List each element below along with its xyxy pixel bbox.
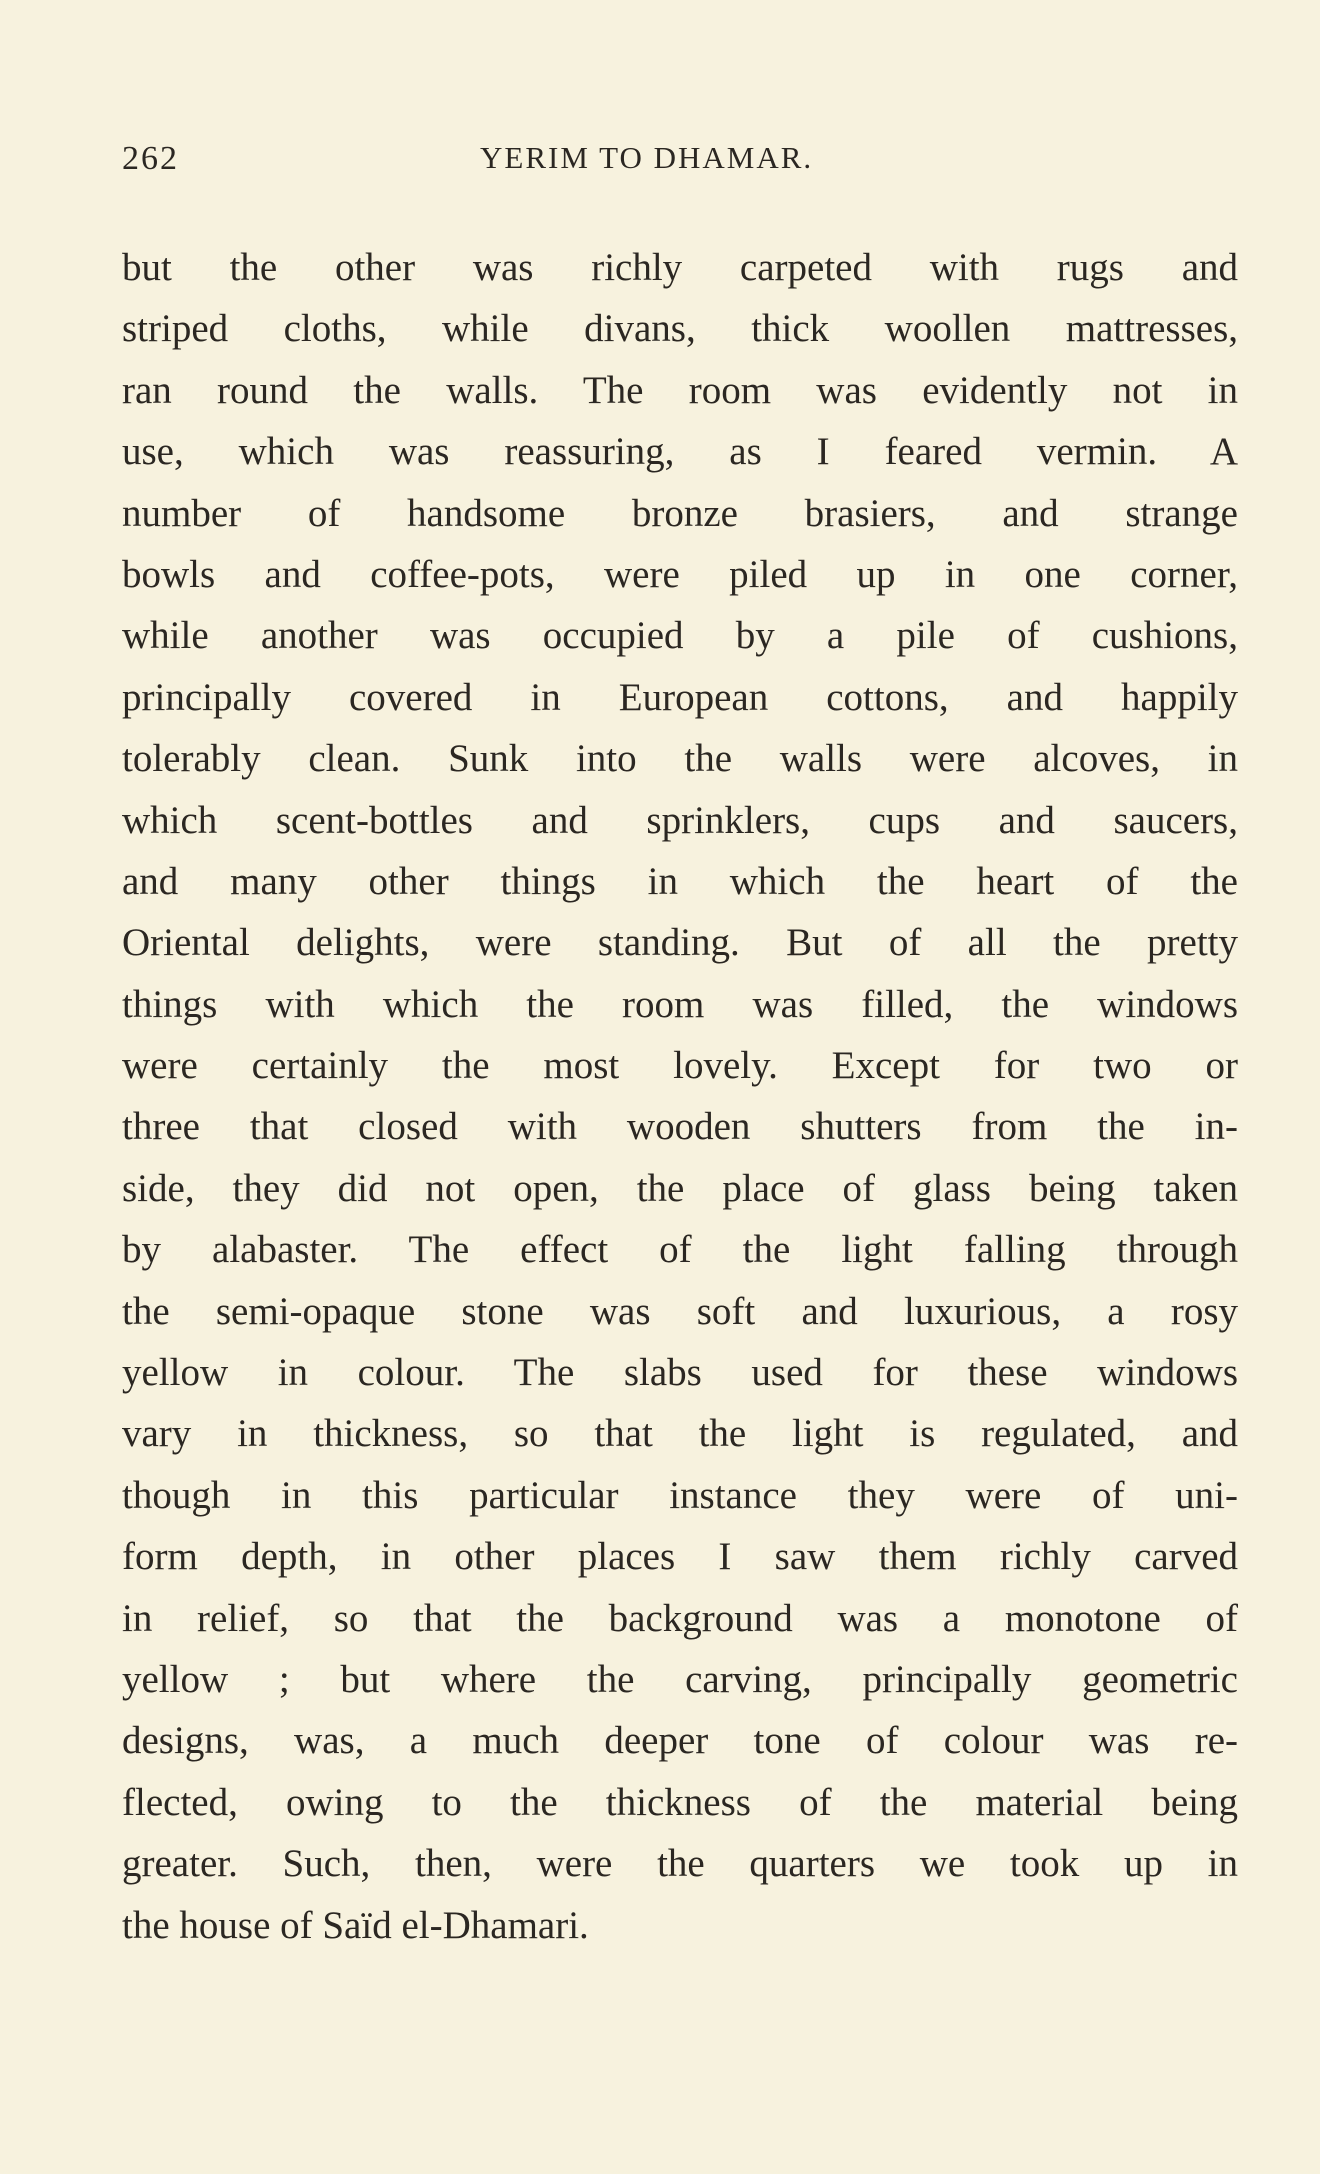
text-line: by alabaster. The effect of the light falling through xyxy=(122,1228,1238,1272)
text-line: tolerably clean. Sunk into the walls were alcoves, in xyxy=(122,737,1238,781)
text-line: which scent-bottles and sprinklers, cups and saucers, xyxy=(122,798,1238,842)
text-line: three that closed with wooden shutters from the in- xyxy=(122,1105,1238,1149)
text-line: though in this particular instance they were of uni- xyxy=(122,1473,1238,1517)
text-line: and many other things in which the heart of the xyxy=(122,859,1238,903)
text-line: flected, owing to the thickness of the material being xyxy=(122,1780,1238,1824)
text-line: while another was occupied by a pile of cushions, xyxy=(122,614,1238,658)
text-line: the semi-opaque stone was soft and luxurious, a rosy xyxy=(122,1289,1238,1333)
text-line: use, which was reassuring, as I feared vermin. A xyxy=(122,430,1238,474)
text-line: bowls and coffee-pots, were piled up in one corner, xyxy=(122,552,1238,596)
text-line: form depth, in other places I saw them richly carved xyxy=(122,1535,1238,1579)
text-line: vary in thickness, so that the light is regulated, and xyxy=(122,1412,1238,1456)
running-title: YERIM TO DHAMAR. xyxy=(480,140,814,175)
text-line: were certainly the most lovely. Except for two or xyxy=(122,1044,1238,1088)
text-line: principally covered in European cottons, and happily xyxy=(122,675,1238,719)
text-line: side, they did not open, the place of glass being taken xyxy=(122,1166,1238,1210)
running-head xyxy=(122,140,1238,190)
text-line: things with which the room was filled, the windows xyxy=(122,982,1238,1026)
text-line: greater. Such, then, were the quarters we took up in xyxy=(122,1842,1238,1886)
text-line: designs, was, a much deeper tone of colour was re- xyxy=(122,1719,1238,1763)
body-text xyxy=(122,237,1238,1956)
text-line: but the other was richly carpeted with rugs and xyxy=(122,246,1238,289)
text-line: number of handsome bronze brasiers, and strange xyxy=(122,491,1238,535)
page-number: 262 xyxy=(122,140,179,177)
text-line: in relief, so that the background was a monotone of xyxy=(122,1596,1238,1640)
text-line: Oriental delights, were standing. But of all the pretty xyxy=(122,921,1238,965)
text-line: the house of Saïd el-Dhamari. xyxy=(122,1903,589,1947)
text-line: yellow in colour. The slabs used for these windows xyxy=(122,1351,1238,1395)
text-line: ran round the walls. The room was evidently not in xyxy=(122,368,1238,412)
text-line: striped cloths, while divans, thick woollen mattresses, xyxy=(122,307,1238,351)
text-line: yellow ; but where the carving, principally geometric xyxy=(122,1657,1238,1701)
